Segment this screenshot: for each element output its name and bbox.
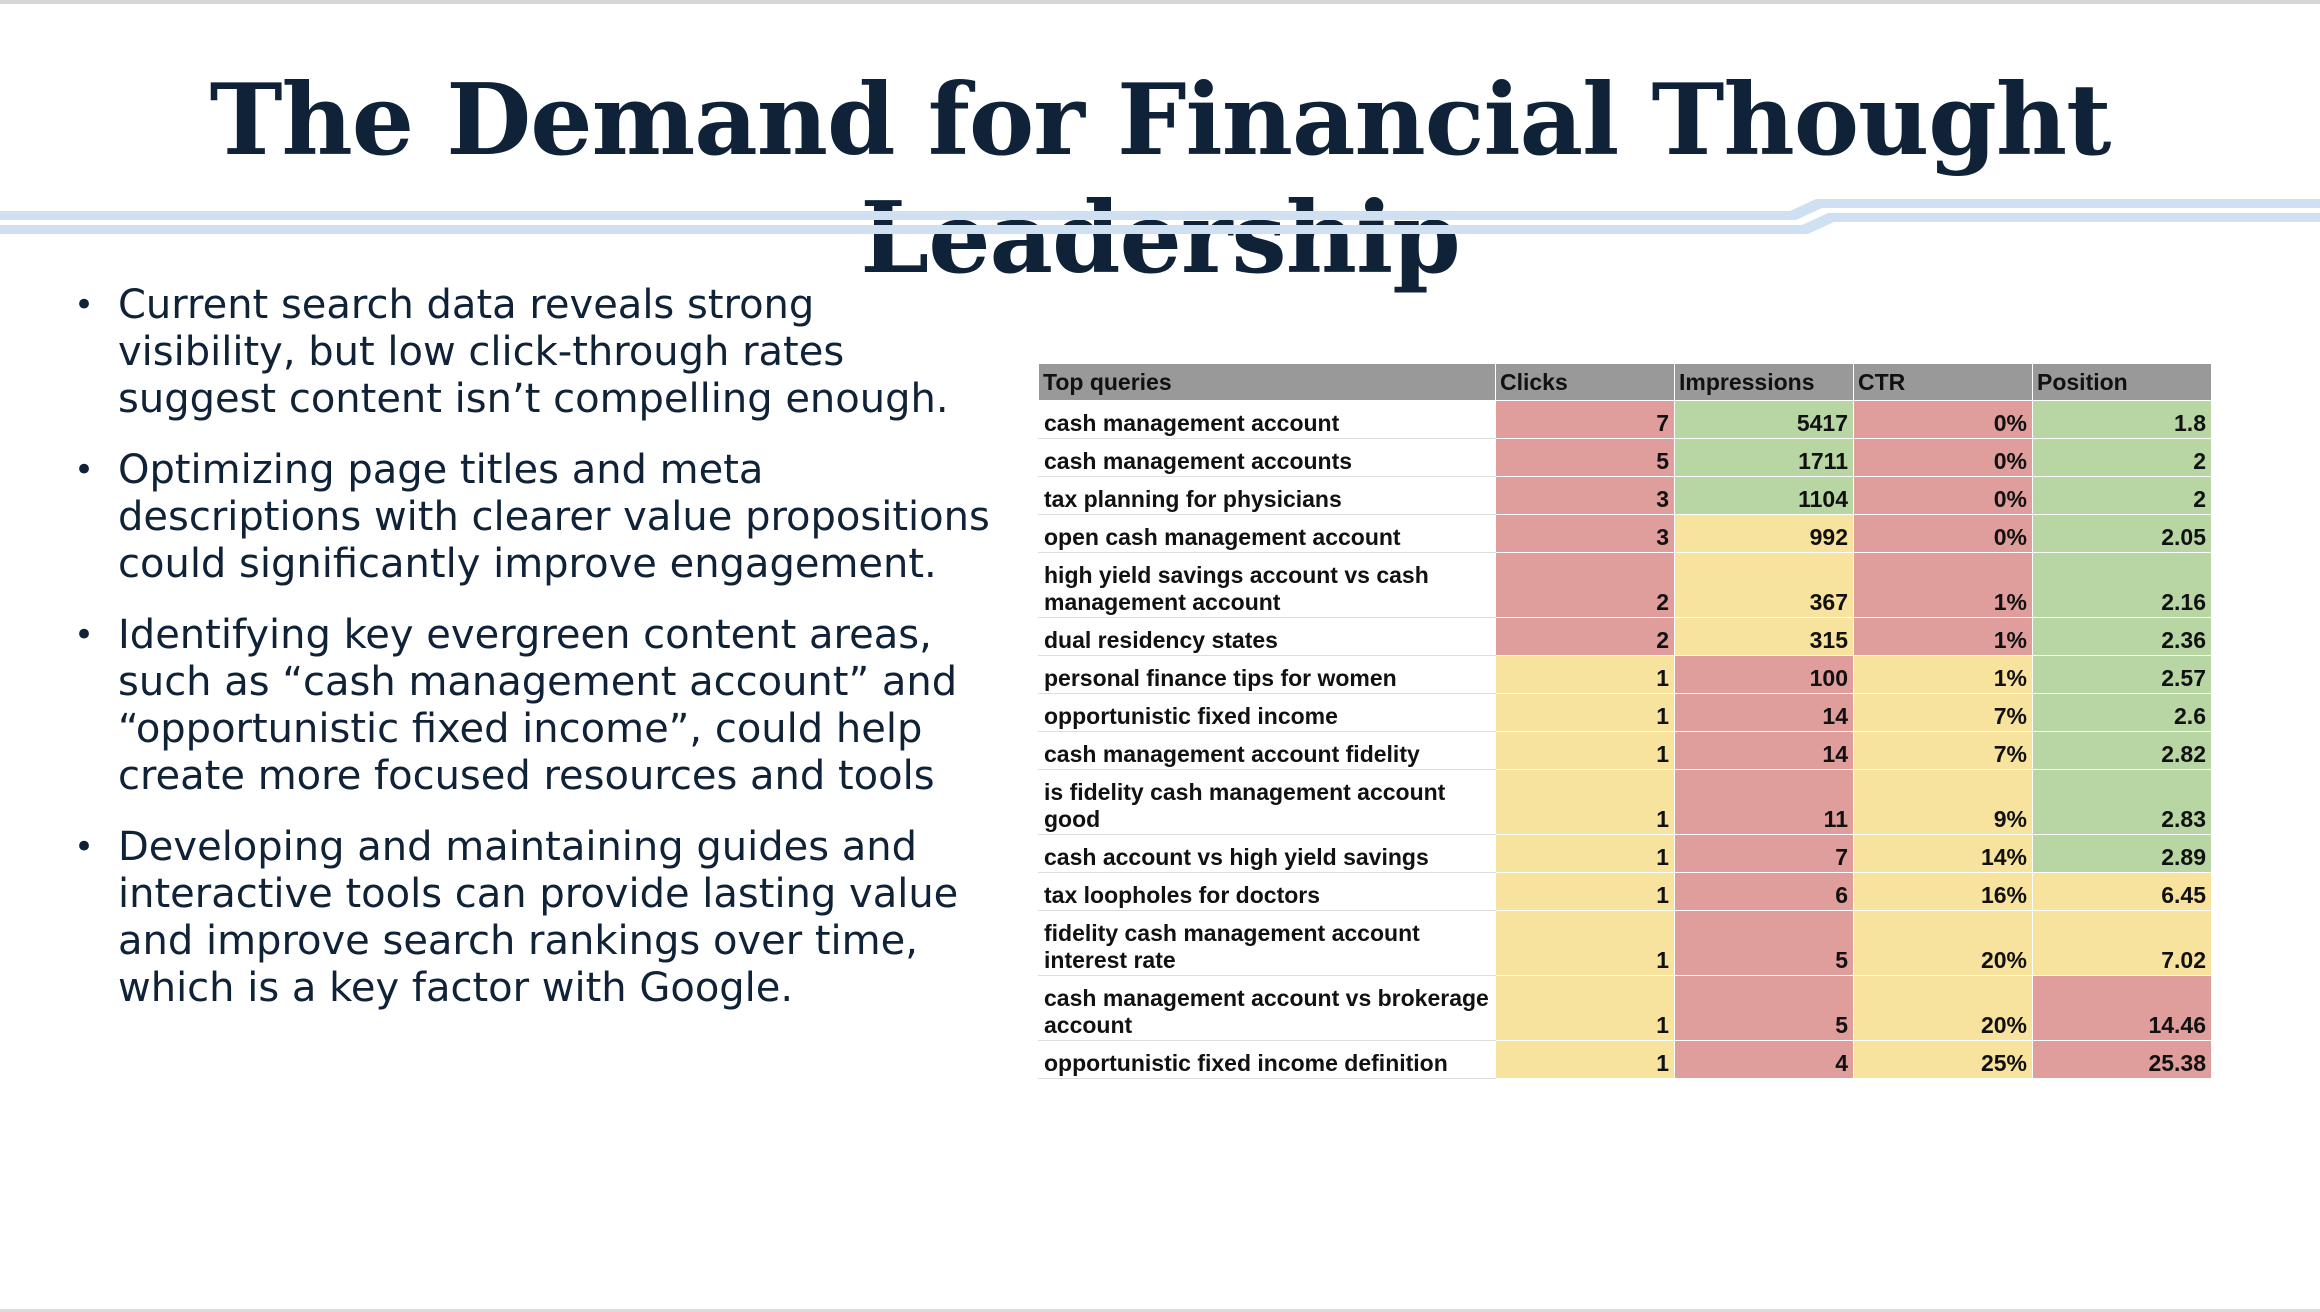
position-cell: 25.38 [2033, 1041, 2212, 1079]
table-row [1039, 911, 2212, 976]
table-body [1039, 401, 2212, 1079]
bullet-text: Identifying key evergreen content areas, such as “cash management account” and “opportunistic fixed income”, could help create more focused resources and tools [118, 612, 958, 799]
impressions-cell: 7 [1675, 835, 1854, 873]
table-row [1039, 477, 2212, 515]
bullet-list [70, 282, 990, 1036]
query-cell: cash account vs high yield savings [1039, 835, 1496, 873]
ctr-cell: 1% [1854, 656, 2033, 694]
ctr-cell: 0% [1854, 477, 2033, 515]
ctr-cell: 25% [1854, 1041, 2033, 1079]
impressions-cell: 5 [1675, 911, 1854, 976]
search-queries-table [1038, 363, 2212, 1079]
bullet-marker: • [74, 285, 95, 325]
position-cell: 2.83 [2033, 770, 2212, 835]
clicks-cell: 1 [1496, 656, 1675, 694]
query-cell: fidelity cash management account interest rate [1039, 911, 1496, 976]
table-row [1039, 439, 2212, 477]
position-cell: 2.89 [2033, 835, 2212, 873]
query-cell: tax loopholes for doctors [1039, 873, 1496, 911]
query-cell: is fidelity cash management account good [1039, 770, 1496, 835]
ctr-cell: 1% [1854, 618, 2033, 656]
impressions-cell: 100 [1675, 656, 1854, 694]
position-cell: 2.6 [2033, 694, 2212, 732]
position-cell: 2.57 [2033, 656, 2212, 694]
header-ctr: CTR [1854, 364, 2033, 401]
table-row [1039, 835, 2212, 873]
title-underline-decoration [0, 195, 2320, 241]
clicks-cell: 1 [1496, 835, 1675, 873]
clicks-cell: 1 [1496, 694, 1675, 732]
bullet-item [70, 282, 990, 423]
ctr-cell: 9% [1854, 770, 2033, 835]
impressions-cell: 14 [1675, 694, 1854, 732]
table-row [1039, 515, 2212, 553]
impressions-cell: 367 [1675, 553, 1854, 618]
impressions-cell: 992 [1675, 515, 1854, 553]
query-cell: cash management accounts [1039, 439, 1496, 477]
position-cell: 7.02 [2033, 911, 2212, 976]
impressions-cell: 11 [1675, 770, 1854, 835]
impressions-cell: 6 [1675, 873, 1854, 911]
position-cell: 2.36 [2033, 618, 2212, 656]
bullet-item [70, 447, 990, 588]
table-row [1039, 553, 2212, 618]
clicks-cell: 1 [1496, 1041, 1675, 1079]
clicks-cell: 3 [1496, 515, 1675, 553]
table-row [1039, 976, 2212, 1041]
bullet-marker: • [74, 450, 95, 490]
table-row [1039, 732, 2212, 770]
table-row [1039, 401, 2212, 439]
table-header-row [1039, 364, 2212, 401]
impressions-cell: 4 [1675, 1041, 1854, 1079]
table-row [1039, 656, 2212, 694]
clicks-cell: 1 [1496, 770, 1675, 835]
query-cell: open cash management account [1039, 515, 1496, 553]
clicks-cell: 5 [1496, 439, 1675, 477]
position-cell: 2.16 [2033, 553, 2212, 618]
query-cell: cash management account fidelity [1039, 732, 1496, 770]
bullet-text: Optimizing page titles and meta descriptions with clearer value propositions could significantly improve engagement. [118, 447, 990, 587]
ctr-cell: 20% [1854, 976, 2033, 1041]
ctr-cell: 7% [1854, 694, 2033, 732]
ctr-cell: 0% [1854, 439, 2033, 477]
position-cell: 14.46 [2033, 976, 2212, 1041]
bullet-marker: • [74, 615, 95, 655]
table-row [1039, 618, 2212, 656]
clicks-cell: 1 [1496, 732, 1675, 770]
ctr-cell: 16% [1854, 873, 2033, 911]
clicks-cell: 1 [1496, 976, 1675, 1041]
query-cell: opportunistic fixed income definition [1039, 1041, 1496, 1079]
ctr-cell: 0% [1854, 515, 2033, 553]
bullet-text: Current search data reveals strong visibility, but low click-through rates suggest content isn’t compelling enough. [118, 282, 949, 422]
slide-title: The Demand for Financial Thought Leadership [209, 63, 2111, 296]
ctr-cell: 20% [1854, 911, 2033, 976]
clicks-cell: 1 [1496, 911, 1675, 976]
ctr-cell: 7% [1854, 732, 2033, 770]
clicks-cell: 3 [1496, 477, 1675, 515]
position-cell: 2 [2033, 439, 2212, 477]
table-row [1039, 694, 2212, 732]
query-cell: personal finance tips for women [1039, 656, 1496, 694]
query-cell: high yield savings account vs cash management account [1039, 553, 1496, 618]
header-top-queries: Top queries [1039, 364, 1496, 401]
header-position: Position [2033, 364, 2212, 401]
table-row [1039, 873, 2212, 911]
position-cell: 2.05 [2033, 515, 2212, 553]
table-row [1039, 1041, 2212, 1079]
clicks-cell: 2 [1496, 553, 1675, 618]
impressions-cell: 1104 [1675, 477, 1854, 515]
ctr-cell: 1% [1854, 553, 2033, 618]
bullet-text: Developing and maintaining guides and interactive tools can provide lasting value and improve search rankings over time, which is a key factor with Google. [118, 824, 959, 1011]
clicks-cell: 7 [1496, 401, 1675, 439]
position-cell: 2.82 [2033, 732, 2212, 770]
query-cell: opportunistic fixed income [1039, 694, 1496, 732]
clicks-cell: 2 [1496, 618, 1675, 656]
bullet-item [70, 612, 990, 800]
top-border [0, 0, 2320, 4]
query-cell: cash management account vs brokerage account [1039, 976, 1496, 1041]
impressions-cell: 315 [1675, 618, 1854, 656]
position-cell: 2 [2033, 477, 2212, 515]
query-cell: cash management account [1039, 401, 1496, 439]
query-cell: dual residency states [1039, 618, 1496, 656]
query-cell: tax planning for physicians [1039, 477, 1496, 515]
impressions-cell: 14 [1675, 732, 1854, 770]
impressions-cell: 5 [1675, 976, 1854, 1041]
bullet-item [70, 824, 990, 1012]
ctr-cell: 0% [1854, 401, 2033, 439]
position-cell: 6.45 [2033, 873, 2212, 911]
search-queries-table-wrapper [1038, 363, 2212, 1079]
header-impressions: Impressions [1675, 364, 1854, 401]
table-row [1039, 770, 2212, 835]
ctr-cell: 14% [1854, 835, 2033, 873]
bullet-marker: • [74, 827, 95, 867]
impressions-cell: 5417 [1675, 401, 1854, 439]
impressions-cell: 1711 [1675, 439, 1854, 477]
position-cell: 1.8 [2033, 401, 2212, 439]
clicks-cell: 1 [1496, 873, 1675, 911]
header-clicks: Clicks [1496, 364, 1675, 401]
